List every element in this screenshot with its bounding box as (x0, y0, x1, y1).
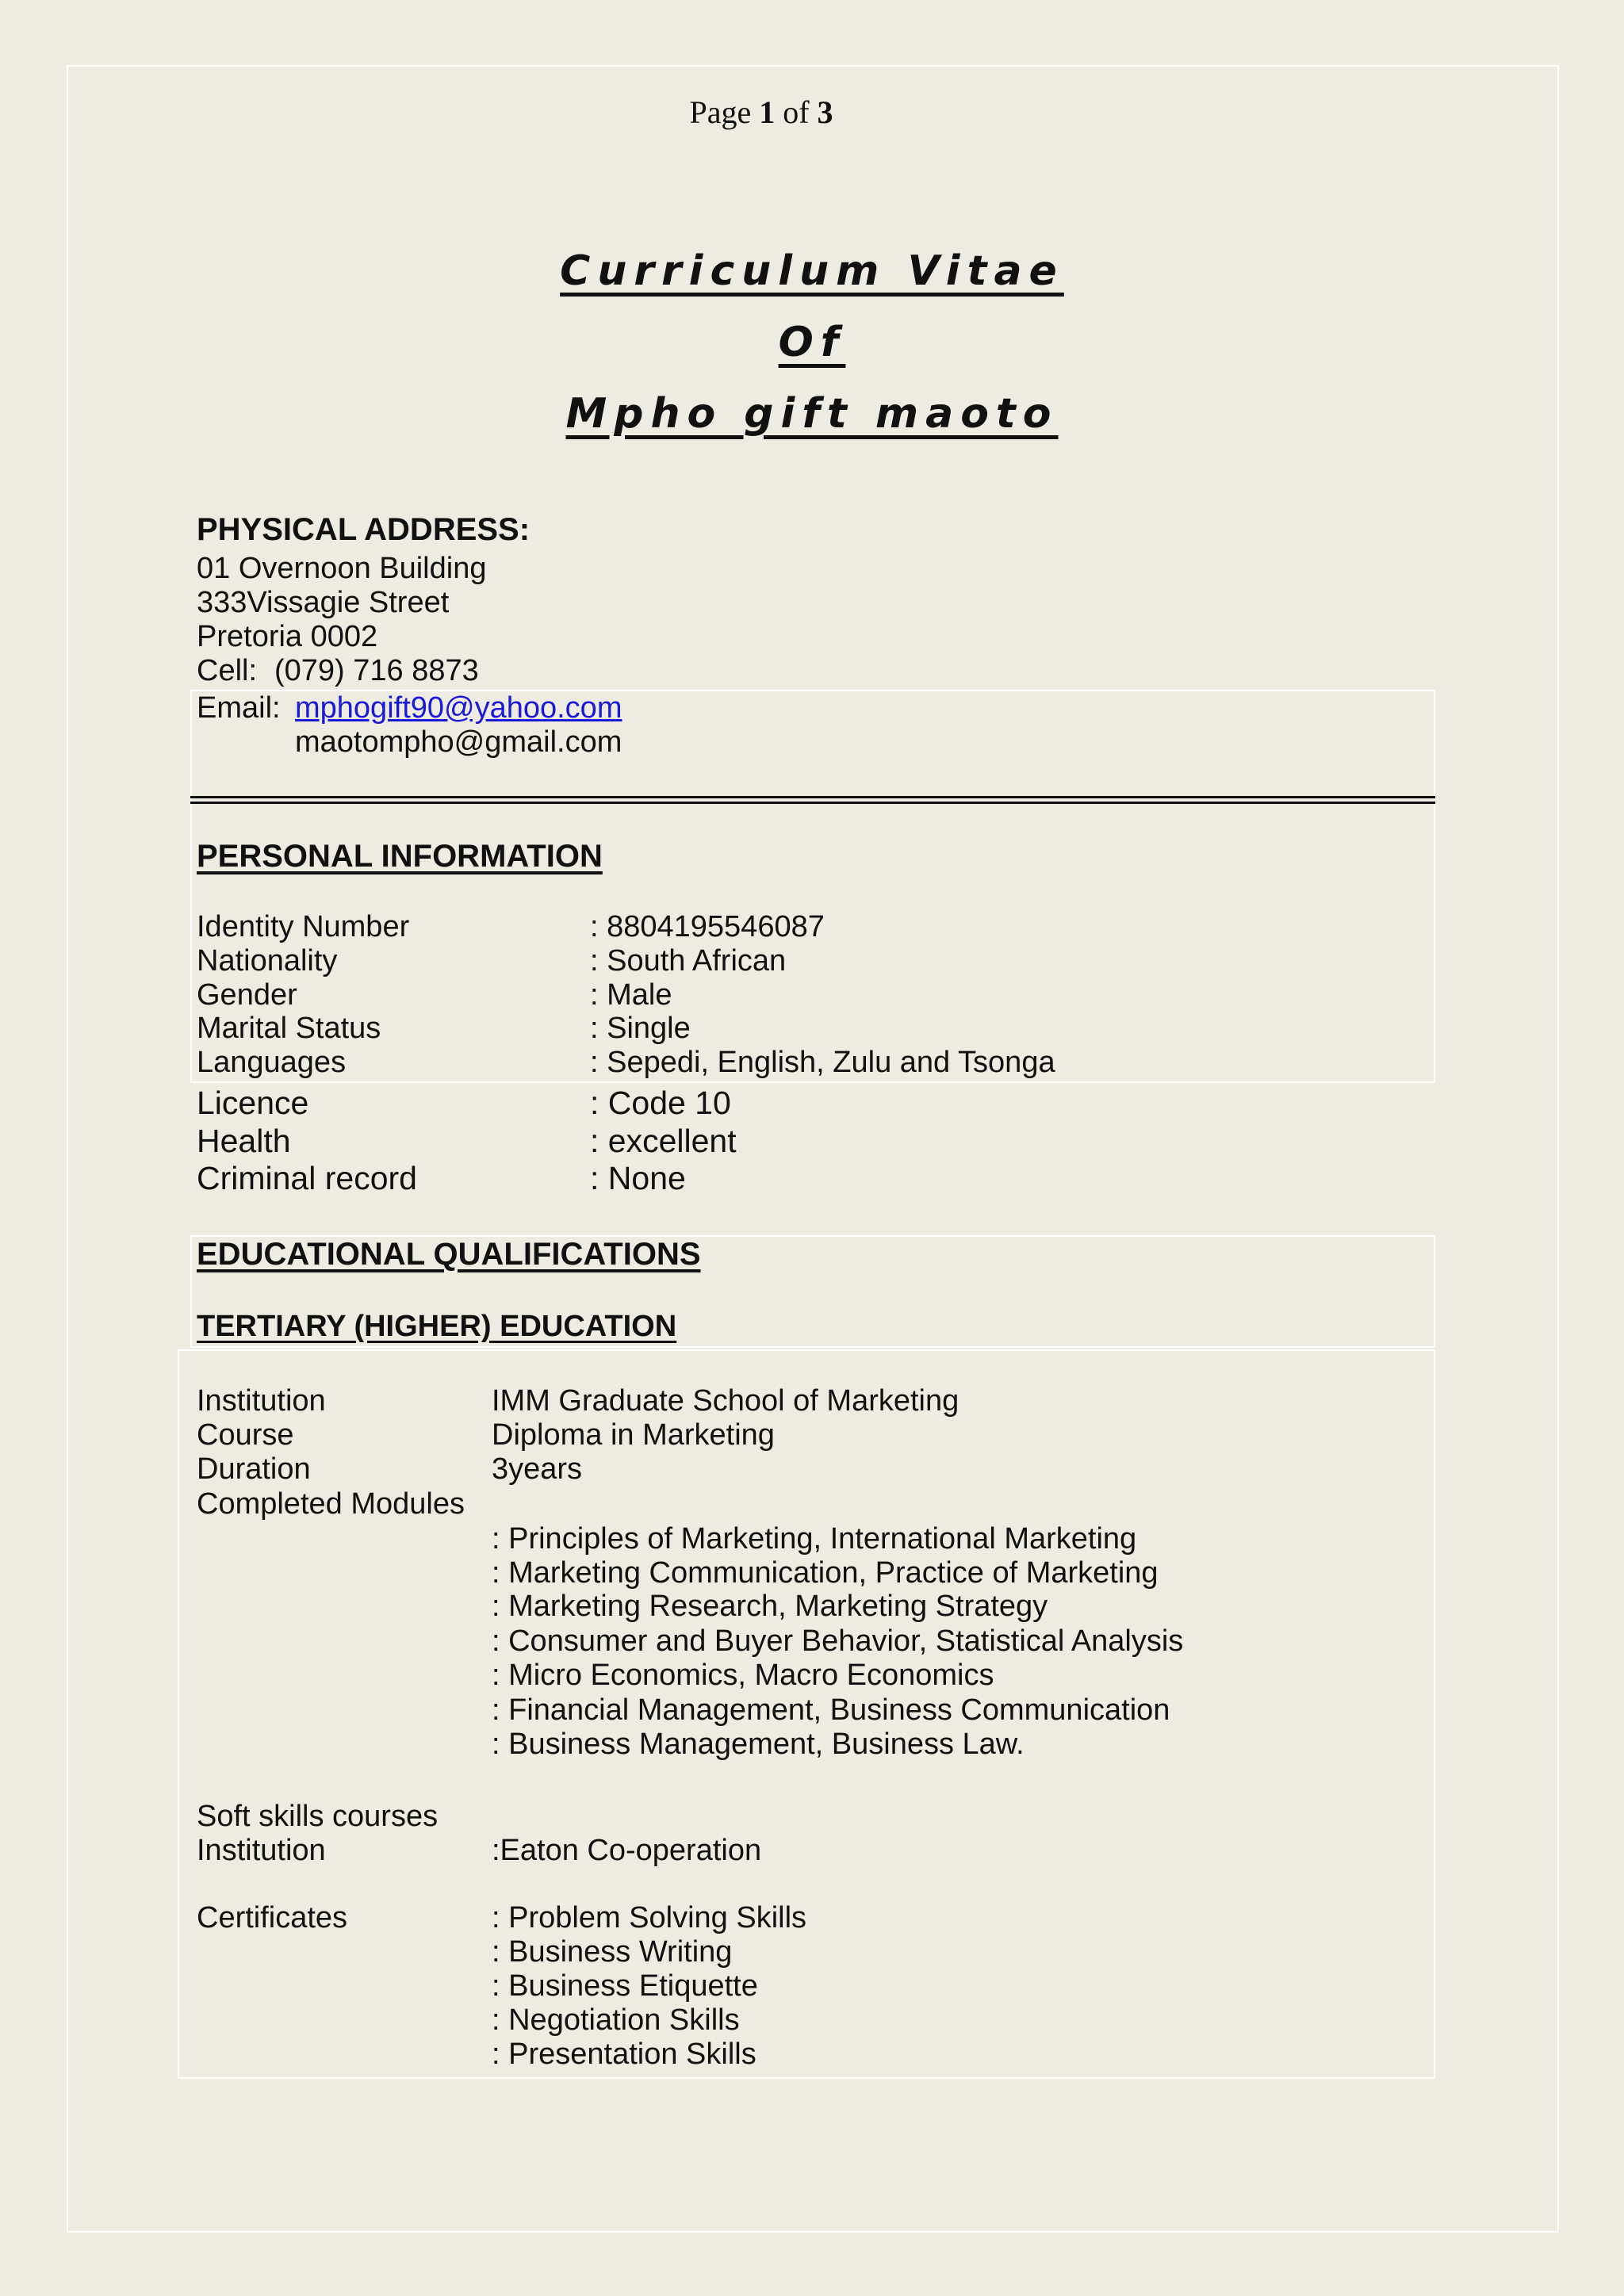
cv-title: Curriculum Vitae (560, 247, 1064, 295)
personal-value: : Single (590, 1012, 691, 1045)
certificate-item: : Negotiation Skills (492, 2003, 740, 2037)
module-item: : Marketing Research, Marketing Strategy (492, 1590, 1048, 1623)
institution-label: Institution (197, 1384, 326, 1418)
personal-value: : excellent (590, 1123, 737, 1159)
personal-label: Identity Number (197, 910, 410, 943)
module-item: : Business Management, Business Law. (492, 1728, 1025, 1761)
soft-skills-label: Soft skills courses (197, 1800, 439, 1833)
personal-label: Health (197, 1123, 291, 1159)
module-item: : Financial Management, Business Communication (492, 1693, 1170, 1727)
modules-label: Completed Modules (197, 1487, 465, 1521)
address-line-2: 333Vissagie Street (197, 586, 450, 619)
module-item: : Consumer and Buyer Behavior, Statistical Analysis (492, 1624, 1184, 1658)
certificate-item: : Presentation Skills (492, 2038, 756, 2071)
personal-label: Licence (197, 1085, 309, 1121)
module-item: : Micro Economics, Macro Economics (492, 1659, 994, 1692)
cv-title-of: Of (778, 319, 846, 366)
divider-top (190, 796, 1435, 798)
module-item: : Principles of Marketing, International Marketing (492, 1522, 1137, 1556)
page-number: Page 1 of 3 (689, 94, 833, 130)
address-line-1: 01 Overnoon Building (197, 552, 487, 585)
divider-bottom (190, 802, 1435, 804)
course-label: Course (197, 1418, 294, 1452)
cell-label: Cell: (197, 654, 258, 687)
course-value: Diploma in Marketing (492, 1418, 775, 1452)
personal-label: Marital Status (197, 1012, 381, 1045)
education-heading: EDUCATIONAL QUALIFICATIONS (197, 1237, 701, 1272)
personal-label: Gender (197, 978, 297, 1012)
institution-value: IMM Graduate School of Marketing (492, 1384, 959, 1418)
personal-value: : None (590, 1160, 686, 1196)
personal-value: : Code 10 (590, 1085, 731, 1121)
personal-value: : 8804195546087 (590, 910, 825, 943)
personal-info-heading: PERSONAL INFORMATION (197, 839, 603, 874)
personal-value: : South African (590, 944, 787, 978)
module-item: : Marketing Communication, Practice of Marketing (492, 1556, 1159, 1590)
tertiary-heading: TERTIARY (HIGHER) EDUCATION (197, 1310, 677, 1343)
personal-value: : Male (590, 978, 672, 1012)
certificate-item: : Business Writing (492, 1935, 733, 1969)
physical-address-heading: PHYSICAL ADDRESS: (197, 512, 530, 547)
personal-value: : Sepedi, English, Zulu and Tsonga (590, 1046, 1055, 1079)
certificates-label: Certificates (197, 1901, 348, 1934)
cell-number: (079) 716 8873 (274, 654, 479, 687)
duration-value: 3years (492, 1452, 583, 1486)
cv-name: Mpho gift maoto (565, 390, 1059, 438)
email-link-yahoo[interactable]: mphogift90@yahoo.com (295, 691, 622, 725)
personal-label: Criminal record (197, 1160, 417, 1196)
email-gmail: maotompho@gmail.com (295, 725, 622, 759)
personal-label: Languages (197, 1046, 347, 1079)
address-line-3: Pretoria 0002 (197, 620, 378, 653)
certificate-item: : Problem Solving Skills (492, 1901, 807, 1934)
certificate-item: : Business Etiquette (492, 1969, 758, 2003)
email-label: Email: (197, 691, 281, 725)
soft-institution-value: :Eaton Co-operation (492, 1834, 762, 1867)
duration-label: Duration (197, 1452, 311, 1486)
soft-institution-label: Institution (197, 1834, 326, 1867)
personal-label: Nationality (197, 944, 338, 978)
